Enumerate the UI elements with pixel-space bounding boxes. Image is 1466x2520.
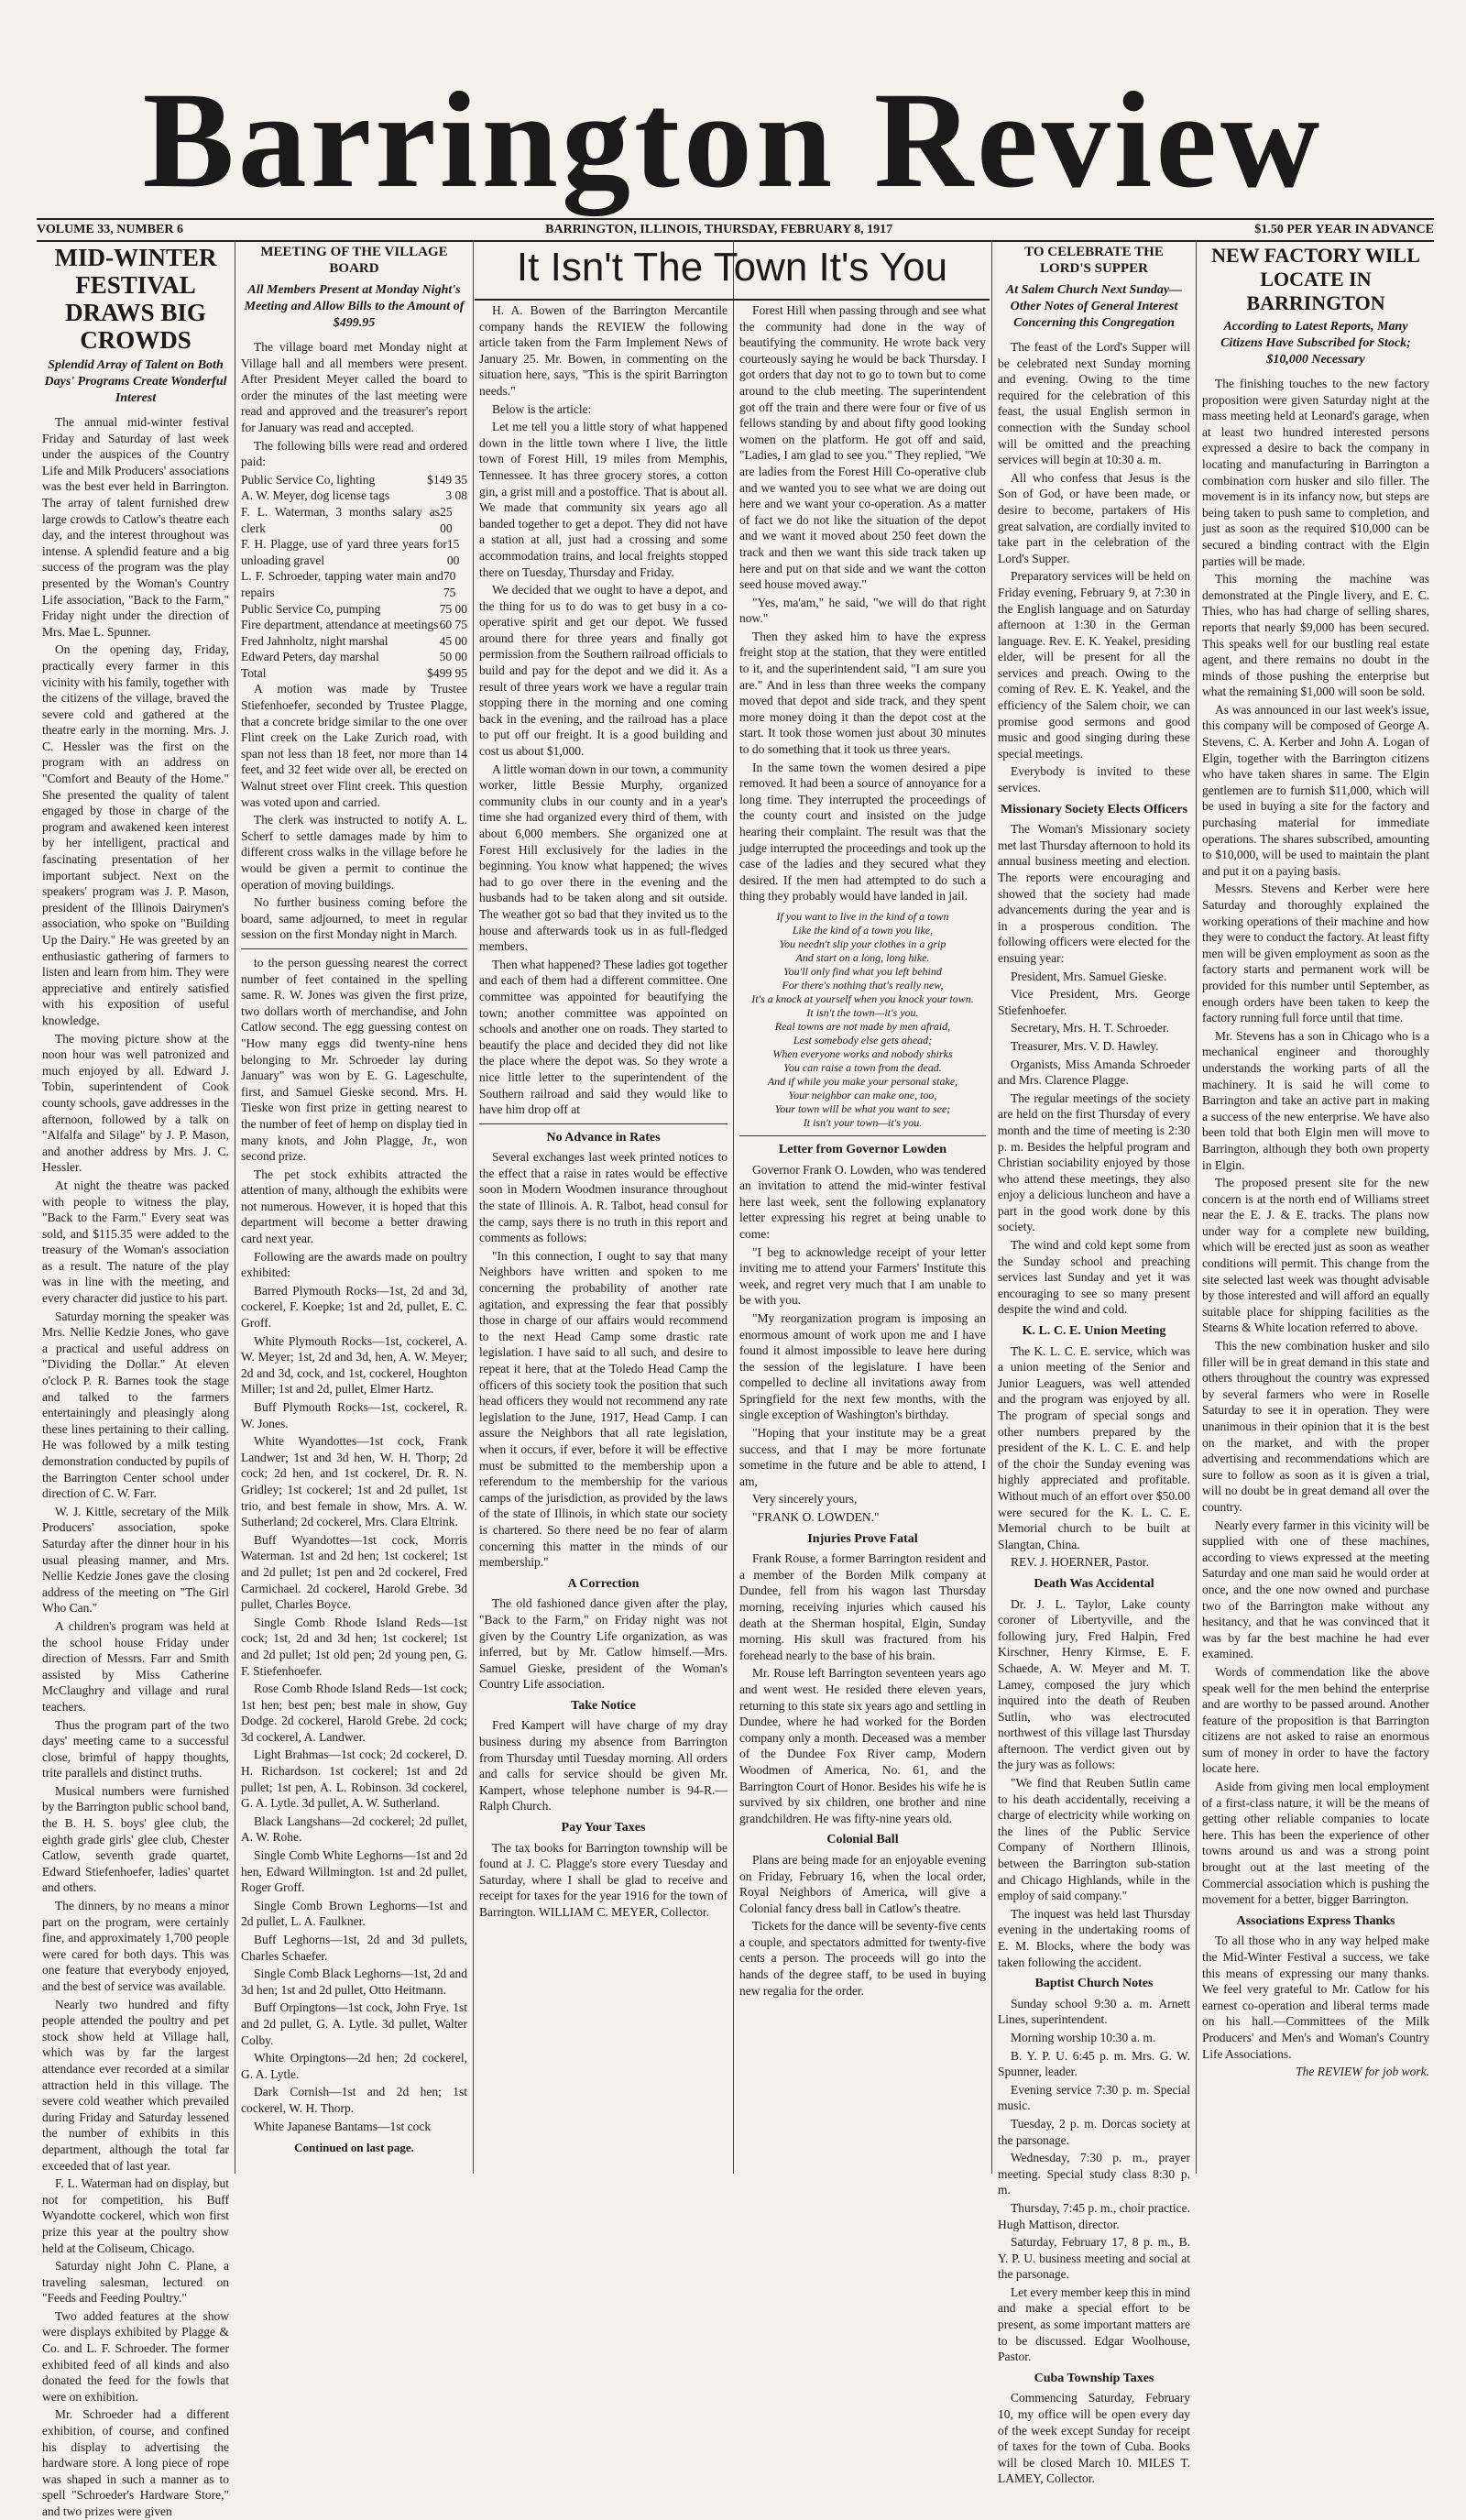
bill-item: Total	[241, 665, 267, 680]
village-board-headline: MEETING OF THE VILLAGE BOARD	[260, 245, 448, 276]
bill-row	[241, 472, 467, 488]
paragraph: "In this connection, I ought to say that many Neighbors have written and spoken to me concerning the probability of another rate agitation, and expressing the fear that possibly those in charge of our affairs would recommend to the next Head Camp some drastic rate legislation. I have said to all such, and desire to repeat it here, that at the Toledo Head Camp the officers of this society took the position that such head officers they would not recommend any rate legislation to the June, 1917, Head Camp. I can assure the Neighbors that all rate legislation, when it occurs, if ever, before it will be effective must be submitted to the membership upon a referendum to the membership for the various camps of the jurisdiction, as provided by the laws of the state of Illinois, in which state our society is chartered. So there need be no fear of alarm concerning this matter in the minds of our membership."	[479, 1248, 728, 1570]
bill-item: F. L. Waterman, 3 months salary as clerk	[241, 504, 441, 535]
paragraph: Tickets for the dance will be seventy-five cents a couple, and spectators admitted for twenty-five cents a person. The proceeds will go into the hands of the degree staff, to be used in buying new regalia for the order.	[739, 1919, 986, 1998]
bill-item: F. H. Plagge, use of yard three years for unloading gravel	[241, 537, 447, 567]
baptist-body	[998, 1996, 1190, 2365]
paragraph: Plans are being made for an enjoyable evening on Friday, February 16, when the local order, Royal Neighbors of America, will give a Colonial fancy dress ball in Catlow's theatre.	[739, 1852, 986, 1915]
cuba-taxes-headline: Cuba Township Taxes	[1034, 2371, 1154, 2385]
bill-row	[241, 617, 467, 633]
church-headline: TO CELEBRATE THE LORD'S SUPPER	[1024, 245, 1164, 276]
subscription-price: $1.50 PER YEAR IN ADVANCE	[1254, 223, 1434, 236]
paragraph: This morning the machine was demonstrated at the Pingle livery, and E. C. Thies, who has had charge of selling shares, reports that nearly $9,000 has been secured. This speaks well for our bustling real estate agent, and there remains no doubt in the minds of those pushing the enterprise but what the remaining $1,000 will soon be sold.	[1202, 572, 1429, 699]
bill-row	[241, 536, 467, 568]
bill-item: Fred Jahnholtz, night marshal	[241, 633, 388, 648]
paragraph: On the opening day, Friday, practically every farmer in this vicinity with his family, together with the citizens of the village, braved the severe cold and gathered at the theatre early in the morning. Mrs. J. C. Hessler was the first on the program with an address on "Comfort and Beauty of the Home." She presented the quality of talent engaged by those in charge of the program and awakened keen interest by her intelligent, practical and fascinating presentation of her important subject. Next on the speakers' program was J. P. Mason, president of the Illinois Dairymen's association, who spoke on "Building Up the Dairy." He was greeted by an enthusiastic gathering of farmers to listen and learn from him. They were appreciative and entirely satisfied with his exposition of useful knowledge.	[42, 642, 229, 1027]
klce-body	[998, 1343, 1190, 1571]
column-town-article	[474, 302, 733, 2174]
continued-note: Continued on last page.	[294, 2141, 414, 2155]
town-article-body-2	[739, 302, 986, 904]
paragraph: Messrs. Stevens and Kerber were here Saturday and thoroughly explained the working operations of their machine and how they were to conduct the factory. At least fifty men will be given employment as soon as the factory starts and permanent work will be provided for this number until September, as enough orders have been taken to keep the factory running full force until that time.	[1202, 882, 1429, 1025]
column-factory	[1197, 240, 1435, 2174]
paragraph: Musical numbers were furnished by the Barrington public school band, the B. H. S. boys' glee club, the eighth grade girls' glee club, Chester Catlow, seventh grade quartet, Edward Stiefenhoefer, ladies' quartet and others.	[42, 1783, 229, 1895]
paragraph: Frank Rouse, a former Barrington resident and a member of the Borden Milk company at Dundee, fell from his wagon last Thursday morning, receiving injuries which caused his death at the Sherman hospital, Elgin, Sunday morning. His skull was fractured from his forehead nearly to the base of his brain.	[739, 1551, 986, 1662]
poultry-awards	[241, 955, 467, 2134]
paragraph: Nearly two hundred and fifty people attended the poultry and pet stock show held at Village hall, which was by far the largest attendance ever recorded at a similar attraction held in this village. The severe cold weather which prevailed during Friday and Saturday lessened the number of exhibits in this department, although the total far exceeded that of last year.	[42, 1997, 229, 2173]
injuries-headline: Injuries Prove Fatal	[807, 1531, 918, 1546]
column-church	[992, 240, 1196, 2486]
paragraph: Aside from giving men local employment of a first-class nature, it will be the means of getting other reliable companies to locate here. This has been the experience of other towns around us and was a strong point brought out at the last meeting of the Commercial association which is pushing the movement for a better, bigger Barrington.	[1202, 1780, 1429, 1907]
injuries-body	[739, 1550, 986, 1826]
bill-item: Fire department, attendance at meetings	[241, 618, 439, 632]
paragraph: No further business coming before the board, same adjourned, to meet in regular session on the first Monday night in March.	[241, 895, 467, 942]
bill-row	[241, 665, 467, 682]
paragraph: Single Comb Brown Leghorns—1st and 2d pullet, L. A. Faulkner.	[241, 1898, 467, 1929]
bill-item: A. W. Meyer, dog license tags	[241, 488, 390, 503]
paragraph: Secretary, Mrs. H. T. Schroeder.	[1011, 1021, 1169, 1035]
paragraph: Saturday morning the speaker was Mrs. Nellie Kedzie Jones, who gave a practical and useful address on "Dividing the Dollar." At eleven o'clock P. R. Barnes took the stage and talked to the farmers entertainingly and pleasingly along these lines pertaining to their calling. He was followed by a milk testing demonstration conducted by pupils of the Barrington Center school under direction of C. W. Farr.	[42, 1309, 229, 1501]
job-work-ad: The REVIEW for job work.	[1296, 2065, 1429, 2079]
poem-line: Real towns are not made by men afraid,	[774, 1019, 951, 1033]
column-village-board	[235, 240, 473, 2174]
paragraph: B. Y. P. U. 6:45 p. m. Mrs. G. W. Spunner, leader.	[998, 2048, 1190, 2079]
take-notice-body: Fred Kampert will have charge of my dray business during my absence from Barrington from Thursday until Tuesday morning. All orders and calls for service should be given Mr. Kampert, whose telephone number is 94-R.—Ralph Church.	[479, 1718, 728, 1813]
klce-headline: K. L. C. E. Union Meeting	[1022, 1324, 1166, 1339]
paragraph: The finishing touches to the new factory proposition were given Saturday night at the mass meeting held at Leonard's garage, when at least two hundred interested persons expressed a desire to back the company in locating and manufacturing in Barrington a combination corn husker and silo filler. The movement is in its infancy now, but steps are being taken to push same to completion, and just as soon as the required $10,000 can be secured a binding contract with the Elgin parties will be made.	[1202, 377, 1429, 568]
paragraph: Dr. J. L. Taylor, Lake county coroner of Libertyville, and the following jury, Fred Halpin, Fred Kirschner, Henry Kirmse, E. F. Schaede, A. W. Meyer and M. T. Lamey, composed the jury which inquired into the death of Reuben Sutlin, who was electrocuted northwest of this village last Thursday afternoon. The verdict given out by the jury was as follows:	[998, 1596, 1190, 1772]
paragraph: Tuesday, 2 p. m. Dorcas society at the parsonage.	[998, 2116, 1190, 2147]
festival-subhead: Splendid Array of Talent on Both Days' Programs Create Wonderful Interest	[44, 358, 227, 405]
paragraph: "My reorganization program is imposing an enormous amount of work upon me and I have found it almost impossible to leave here during the session of the legislature. I have been compelled to decline all invitations away from Springfield for the next few months, with the single exception of Washington's birthday.	[739, 1310, 986, 1422]
poem-line: It's a knock at yourself when you knock your town.	[751, 992, 974, 1005]
paragraph: Buff Leghorns—1st, 2d and 3d pullets, Charles Schaefer.	[241, 1933, 467, 1963]
poem-line: And start on a long, long hike.	[795, 950, 930, 964]
paragraph: Single Comb White Leghorns—1st and 2d hen, Edward Willmington. 1st and 2d pullet, Roger Groff.	[241, 1848, 467, 1895]
paragraph: Very sincerely yours,	[752, 1492, 858, 1507]
paragraph: Following are the awards made on poultry exhibited:	[241, 1249, 467, 1280]
column-festival	[37, 240, 235, 2518]
paragraph: to the person guessing nearest the correct number of feet contained in the spelling same. R. W. Jones was given the first prize, two dollars worth of merchandise, and John Catlow second. The egg guessing contest on "How many eggs did twenty-nine hens belonging to Mr. Schroeder lay during January" was won by E. G. Lageschulte, first, and Samuel Gieske second. Mrs. H. Tieske won first prize in getting nearest to the number of feet of hemp on display tied in many knots, and John Plagge, Jr., won second prize.	[241, 955, 467, 1164]
bill-row	[241, 488, 467, 504]
banner-headline: It Isn't The Town It's You	[475, 240, 990, 301]
paragraph: Mr. Stevens has a son in Chicago who is a mechanical engineer and thoroughly understands the working parts of all the machinery. It is said he will come to Barrington and take an active part in making a success of the new enterprise. We have also been told that both Elgin men will move to Barrington, although they both own property in Elgin.	[1202, 1028, 1429, 1172]
factory-headline: NEW FACTORY WILL LOCATE IN BARRINGTON	[1211, 244, 1420, 314]
bills-intro: The following bills were read and ordered paid:	[241, 438, 467, 469]
paragraph: White Orpingtons—2d hen; 2d cockerel, G. A. Lytle.	[241, 2051, 467, 2081]
factory-subhead: According to Latest Reports, Many Citizens Have Subscribed for Stock; $10,000 Necessary	[1220, 320, 1411, 367]
poem-line: For there's nothing that's really new,	[782, 978, 944, 992]
paragraph: F. L. Waterman had on display, but not for competition, his Buff Wyandotte cockerel, which won first prize this year at the poultry show held at the Coliseum, Chicago.	[42, 2176, 229, 2255]
section-divider	[241, 948, 467, 949]
paragraph: Black Langshans—2d cockerel; 2d pullet, A. W. Rohe.	[241, 1813, 467, 1845]
paragraph: A little woman down in our town, a community worker, little Bessie Murphy, organized community clubs in our county and in a year's time she had organized every third of them, with about 6,000 members. She organized one at Forest Hill exclusively for the ladies in the beginning. You know what happened; the wives had to go over there in the evening and the husbands had to be taken along and sit outside. The weather got so bad that they invited us to the house and afterwards took us in as full-fledged members.	[479, 761, 728, 954]
bill-row	[241, 633, 467, 650]
paragraph: Organists, Miss Amanda Schroeder and Mrs. Clarence Plagge.	[998, 1057, 1190, 1088]
village-board-intro: The village board met Monday night at Village hall and all members were present. After President Meyer called the board to order the minutes of the last meeting were read and approved and the treasurer's report for January was read and accepted.	[241, 340, 467, 434]
death-headline: Death Was Accidental	[1034, 1576, 1154, 1591]
paragraph: "Yes, ma'am," he said, "we will do that right now."	[739, 595, 986, 626]
paragraph: Let me tell you a little story of what happened down in the little town where I live, the little town of Forest Hill, 19 miles from Memphis, Tennessee. It has three grocery stores, a cotton gin, a grist mill and a postoffice. That is about all. We made that community six years ago all banded together to get a depot. They did not have a station at all, just had a crossing and some accommodation trains, and local freights stopped there on Tuesday, Thursday and Friday.	[479, 420, 728, 579]
paragraph: Nearly every farmer in this vicinity will be supplied with one of these machines, according to views expressed at the meeting Saturday and one man said he would order at once, and the one now owned and purchase two of the Barrington make without any hesitancy, and that he was convinced that it was by far the best machine he had ever examined.	[1202, 1517, 1429, 1661]
paragraph: "FRANK O. LOWDEN."	[752, 1510, 880, 1525]
paragraph: White Japanese Bantams—1st cock	[254, 2119, 432, 2133]
paragraph: Saturday, February 17, 8 p. m., B. Y. P. U. business meeting and social at the parsonage.	[998, 2235, 1190, 2282]
lowden-body	[739, 1162, 986, 1526]
paragraph: Two added features at the show were displays exhibited by Plagge & Co. and L. F. Schroeder. The former exhibited feed of all kinds and also donated the feed for the fowls that were on exhibition.	[42, 2308, 229, 2404]
paragraph: Dark Cornish—1st and 2d hen; 1st cockerel, W. H. Thorp.	[241, 2085, 467, 2115]
bill-amount: 3 08	[445, 488, 467, 503]
poem-line: When everyone works and nobody shirks	[772, 1046, 953, 1060]
paragraph: Mr. Rouse left Barrington seventeen years ago and went west. He resided there eleven years, returning to this state six years ago and settling in Dundee, where he had worked for the Borden company only a month. Deceased was a member of the Dundee Fox River camp, Modern Woodmen of America, No. 61, and the Barrington Court of Honor. Besides his wife he is survived by six children, one brother and nine grandchildren. He was fifty-nine years old.	[739, 1666, 986, 1825]
paragraph: Several exchanges last week printed notices to the effect that a raise in rates would be effective soon in Modern Woodmen insurance throughout the state of Illinois. A. R. Talbot, head consul for the camp, says there is no truth in this report and comments as follows:	[479, 1150, 728, 1245]
factory-body	[1202, 376, 1429, 1908]
paragraph: The moving picture show at the noon hour was well patronized and much enjoyed by all. Edward J. Tobin, superintendent of Cook county schools, gave addresses in the afternoon, followed by a talk on "Alfalfa and Silage" by J. P. Mason, and another address by Mrs. J. C. Hessler.	[42, 1031, 229, 1175]
baptist-headline: Baptist Church Notes	[1034, 1977, 1154, 1991]
paragraph: Sunday school 9:30 a. m. Arnett Lines, superintendent.	[998, 1996, 1190, 2027]
death-body	[998, 1596, 1190, 1971]
paragraph: W. J. Kittle, secretary of the Milk Producers' association, spoke Saturday after the dinner hour in his usual pleasing manner, and Mrs. Nellie Kedzie Jones gave the closing address of the meeting on "The Girl Who Can."	[42, 1504, 229, 1616]
paragraph: Buff Wyandottes—1st cock, Morris Waterman. 1st and 2d hen; 1st cockerel; 1st and 2d pullet; 1st pen and 2d cockerel, Fred Carmichael. 2d cockerel, Harold Grebe. 3d pullet, Charles Boyce.	[241, 1532, 467, 1612]
town-article-body	[479, 302, 728, 1118]
bill-amount: 60 75	[439, 618, 467, 632]
paragraph: A children's program was held at the school house Friday under direction of Messrs. Farr and Smith assisted by Miss Catherine McClaughry and village and rural teachers.	[42, 1618, 229, 1714]
bill-item: Edward Peters, day marshal	[241, 650, 379, 664]
section-divider	[479, 1123, 728, 1124]
taxes-body: The tax books for Barrington township will be found at J. C. Plagge's store every Tuesday and Saturday, where I shall be glad to receive and receipt for taxes for the year 1916 for the town of Barrington. WILLIAM C. MEYER, Collector.	[479, 1840, 728, 1919]
ball-body	[739, 1852, 986, 1999]
paragraph: President, Mrs. Samuel Gieske.	[1011, 969, 1167, 983]
bill-amount: 15 00	[446, 537, 460, 567]
paragraph: The dinners, by no means a minor part on the program, were certainly fine, and approximately 1,700 people were cared for both days. This was one feature that everybody enjoyed, and the best of service was available.	[42, 1899, 229, 1993]
paragraph: White Wyandottes—1st cock, Frank Landwer; 1st and 3d hen, W. H. Thorp; 2d cock; 2d hen, and 1st cockerel, Dr. R. N. Gridley; 1st cockerel; 1st and 2d pullet, 1st trio, and best female in show, Mrs. A. W. Sutherland; 2d cockerel, Mrs. Clara Eltrink.	[241, 1434, 467, 1529]
paragraph: Barred Plymouth Rocks—1st, 2d and 3d, cockerel, F. Koepke; 1st and 2d, pullet, E. C. Groff.	[241, 1283, 467, 1331]
paragraph: Preparatory services will be held on Friday evening, February 9, at 7:30 in the English language and on Saturday afternoon at 1:30 in the German language. Rev. E. K. Yeakel, presiding elder, will be present for all the services and preach. Owing to the coming of Rev. E. K. Yeakel, and the efficiency of the Salem choir, we can promise good sermons and good music and good singing during these special meetings.	[998, 569, 1190, 761]
paragraph: "We find that Reuben Sutlin came to his death accidentally, receiving a charge of electricity while working on the lines of the Public Service Company of Northern Illinois, between the Barrington sub-station and Chicago Highlands, while in the employ of said company."	[998, 1776, 1190, 1903]
dateline	[37, 218, 1434, 242]
section-divider	[739, 1135, 986, 1136]
paragraph: Saturday night John C. Plane, a traveling salesman, lectured on "Feeds and Feeding Poultry."	[42, 2259, 229, 2306]
paragraph: "I beg to acknowledge receipt of your letter inviting me to attend your Farmers' Institute this week, and regret very much that I am unable to be with you.	[739, 1244, 986, 1308]
paragraph: Forest Hill when passing through and see what the community had done in the way of beautifying the community. He wrote back very courteously saying he would be back Thursday. I got orders that day not to go to town but to come around to the club meeting. The superintendent got off the train and there were four or five of us fellows standing by and about fifty good looking women on the platform. He got off and said, "Ladies, I am glad to see you." They replied, "We are ladies from the Forest Hill Co-operative club and we wanted you to see what we are doing out here and we want your co-operation. As a matter of fact we do not like the situation of the depot and we want it moved about 250 feet down the track and then we want this side track taken up here and put on that side and we want the cotton seed house moved away."	[739, 303, 986, 592]
bill-amount: 45 00	[439, 633, 467, 648]
paragraph: As was announced in our last week's issue, this company will be composed of George A. Stevens, C. A. Kerber and John A. Logan of Elgin, together with the Barrington citizens who have taken shares in same. The Elgin gentlemen are to furnish $11,000, which will be used in buying a site for the factory and purchasing material for immediate operations. The shares subscribed, amounting to $10,000, will be used to maintain the plant and put it on a paying basis.	[1202, 702, 1429, 878]
paragraph: The regular meetings of the society are held on the first Thursday of every month and the time of meeting is 2:30 p. m. Besides the helpful program and Christian sociability enjoyed by those who attend these meetings, they also enjoy a delicious luncheon and have a part in the good work done by this society.	[998, 1090, 1190, 1234]
poem-line: Your neighbor can make one, too,	[788, 1088, 937, 1101]
poem-line: Your town will be what you want to see;	[774, 1101, 951, 1115]
poem-line: It isn't the town—it's you.	[806, 1005, 919, 1019]
paragraph: H. A. Bowen of the Barrington Mercantile company hands the REVIEW the following article taken from the Farm Implement News of January 25. Mr. Bowen, in commenting on the situation here, says, "This is the spirit Barrington needs."	[479, 303, 728, 398]
correction-body: The old fashioned dance given after the play, "Back to the Farm," on Friday night was not given by the Country Life organization, as was inferred, but by Mr. Catlow himself.—Mrs. Samuel Gieske, president of the Woman's Country Life association.	[479, 1596, 728, 1692]
paragraph: Single Comb Black Leghorns—1st, 2d and 3d hen; 1st and 2d pullet, Otto Heitmann.	[241, 1967, 467, 1997]
take-notice-headline: Take Notice	[571, 1698, 636, 1713]
paragraph: Buff Plymouth Rocks—1st, cockerel, R. W. Jones.	[241, 1400, 467, 1430]
poem-line: You'll only find what you left behind	[783, 964, 942, 978]
bill-amount: $499 95	[427, 665, 467, 680]
paragraph: The proposed present site for the new concern is at the north end of Williams street near the E. J. & E. tracks. The plans now under way for a complete new building, which will be erected just as soon as weather conditions will permit. This change from the site selected last week was thought advisable by those interested and will afford an equally suitable place for shipping facilities as the Stearns & White location referred to above.	[1202, 1176, 1429, 1335]
bill-amount: 25 00	[440, 504, 453, 535]
paragraph: Everybody is invited to these services.	[998, 764, 1190, 795]
poem-line: It isn't your town—it's you.	[803, 1115, 923, 1129]
poem-line: Like the kind of a town you like,	[792, 923, 934, 937]
bill-item: L. F. Schroeder, tapping water main and repairs	[241, 569, 443, 599]
paragraph: The inquest was held last Thursday evening in the undertaking rooms of E. M. Blocks, where the body was taken following the accident.	[998, 1906, 1190, 1969]
paragraph: The wind and cold kept some from the Sunday school and preaching services last Sunday and yet it was encouraging to see so many present despite the wind and cold.	[998, 1238, 1190, 1317]
paragraph: Then they asked him to have the express freight stop at the station, that they were entitled to it, and the superintendent said, "I am sure you are." And in less than three weeks the company moved that depot and side track, and they spent more money doing it than the depot cost at the start. It took those women just about 30 minutes to do something that it took us three years.	[739, 629, 986, 757]
church-subhead: At Salem Church Next Sunday—Other Notes of General Interest Concerning this Congregation	[1005, 283, 1183, 330]
poem-line: Lest somebody else gets ahead;	[793, 1033, 933, 1046]
paragraph: Morning worship 10:30 a. m.	[1011, 2030, 1156, 2044]
village-board-subhead: All Members Present at Monday Night's Meeting and Allow Bills to the Amount of $499.95	[244, 283, 465, 330]
paragraph: Treasurer, Mrs. V. D. Hawley.	[1011, 1038, 1159, 1053]
bill-row	[241, 601, 467, 618]
missionary-body	[998, 821, 1190, 1318]
paragraph: The clerk was instructed to notify A. L. Scherf to settle damages made by him to different cross walks in the village before he would be given a permit to continue the operation of moving buildings.	[241, 813, 467, 892]
festival-headline: MID-WINTER FESTIVAL DRAWS BIG CROWDS	[54, 244, 217, 354]
paragraph: The K. L. C. E. service, which was a union meeting of the Senior and Junior Leaguers, was well attended and the program was enjoyed by all. The program of special songs and other numbers prepared by the president of the K. L. C. E. and help of the choir the Sunday evening was highly appreciated and profitable. Without much of an effort over $50.00 were secured for the K. L. C. E. Memorial church to be built at Slangtan, China.	[998, 1343, 1190, 1551]
church-body	[998, 339, 1190, 796]
paragraph: Single Comb Rhode Island Reds—1st cock; 1st, 2d and 3d hen; 1st cockerel; 1st and 2d pullet; 1st old pen; 2d young pen, G. F. Stiefenhoefer.	[241, 1615, 467, 1678]
paragraph: Let every member keep this in mind and make a special effort to be present, as some important matters are to be discussed. Edgar Woolhouse, Pastor.	[998, 2284, 1190, 2364]
bill-amount: 50 00	[439, 650, 467, 664]
rates-headline: No Advance in Rates	[546, 1130, 661, 1145]
masthead: Barrington Review	[142, 64, 1324, 216]
poem-line: And if while you make your personal stake,	[767, 1074, 958, 1088]
issue-date: BARRINGTON, ILLINOIS, THURSDAY, FEBRUARY 8, 1917	[545, 223, 893, 236]
thanks-body: To all those who in any way helped make the Mid-Winter Festival a success, we take this means of expressing our many thanks. We feel very grateful to Mr. Catlow for his earnest co-operation and liberal terms made on his hall.—Committees of the Milk Producers' and Men's and Woman's Country Life Associations.	[1202, 1934, 1429, 2061]
bill-row	[241, 504, 467, 536]
paragraph: Below is the article:	[492, 401, 592, 416]
bill-row	[241, 649, 467, 665]
paragraph: Thursday, 7:45 p. m., choir practice. Hugh Mattison, director.	[998, 2200, 1190, 2231]
paragraph: Mr. Schroeder had a different exhibition, of course, and confined his display to advertising the hardware store. A long piece of rope was shaped in such a manner as to spell "Schroeder's Hardware Store," and two prizes were given	[42, 2407, 229, 2518]
thanks-headline: Associations Express Thanks	[1236, 1913, 1395, 1928]
paragraph: REV. J. HOERNER, Pastor.	[1011, 1555, 1149, 1570]
village-board-body	[241, 681, 467, 943]
festival-body	[42, 414, 229, 2520]
bill-amount: 70 75	[443, 569, 456, 599]
paragraph: Vice President, Mrs. George Stiefenhoefer.	[998, 987, 1190, 1017]
paragraph: This the new combination husker and silo filler will be in great demand in this state and others throughout the country was expressed by several farmers who were in Roselle Saturday to see it in operation. They were unanimous in their opinion that it is the best on the market, and with the proper advertising and recommendations which are sure to follow as soon as it is given a trial, will no doubt be in great demand all over the country.	[1202, 1339, 1429, 1514]
paragraph: "Hoping that your institute may be a great success, and that I may be more fortunate sometime in the future and be able to attend, I am,	[739, 1426, 986, 1488]
volume-number: VOLUME 33, NUMBER 6	[37, 223, 183, 236]
paragraph: Wednesday, 7:30 p. m., prayer meeting. Special study class 8:30 p. m.	[998, 2151, 1190, 2197]
paragraph: The pet stock exhibits attracted the attention of many, although the exhibits were not numerous. However, it is hoped that this department will become a better drawing card next year.	[241, 1167, 467, 1246]
poem-line: You needn't slip your clothes in a grip	[779, 937, 946, 950]
correction-headline: A Correction	[567, 1576, 640, 1591]
missionary-headline: Missionary Society Elects Officers	[1000, 802, 1188, 816]
bills-ledger	[241, 472, 467, 682]
paragraph: At night the theatre was packed with people to witness the play, "Back to the Farm." Every seat was sold, and $115.35 were added to the treasury of the Woman's association as a result. The nature of the play was in line with the meeting, and every character did justice to his part.	[42, 1178, 229, 1306]
poem-line: If you want to live in the kind of a town	[776, 909, 949, 923]
paragraph: The annual mid-winter festival Friday and Saturday of last week under the auspices of the Country Life and Milk Producers' associations was the best ever held in Barrington. The array of talent furnished drew large crowds to Catlow's theatre each day, and the interest throughout was intense. A splendid feature and a big success of the program was the play presented by the Woman's Country Life association, "Back to the Farm," Friday night under the direction of Mrs. Mae L. Spunner.	[42, 415, 229, 639]
paragraph: In the same town the women desired a pipe removed. It had been a source of annoyance for a long time. They interrupted the proceedings of the county court and insisted on the judge hearing their complaint. The result was that the judge interrupted the proceedings and took up the case of the ladies and they secured what they desired. If the men had attempted to do such a thing they probably would have landed in jail.	[739, 760, 986, 904]
bill-amount: $149 35	[427, 472, 467, 487]
bill-item: Public Service Co, pumping	[241, 601, 381, 616]
bill-item: Public Service Co, lighting	[241, 472, 376, 487]
taxes-headline: Pay Your Taxes	[561, 1821, 646, 1835]
paragraph: All who confess that Jesus is the Son of God, or have been made, or desire to become, partakers of His great salvation, are cordially invited to take part in the celebration of the Lord's Supper.	[998, 470, 1190, 565]
rates-body	[479, 1149, 728, 1570]
column-town-article-2	[734, 302, 991, 2174]
paragraph: Thus the program part of the two days' meeting came to a successful close, brimful of happy thoughts, trite parallels and distinct truths.	[42, 1717, 229, 1780]
ball-headline: Colonial Ball	[826, 1833, 899, 1847]
paragraph: Rose Comb Rhode Island Reds—1st cock; 1st hen; best pen; best male in show, Guy Dodge. 2d cockerel, Harold Grebe. 2d cock; 3d cockerel, A. Landwer.	[241, 1682, 467, 1744]
paragraph: A motion was made by Trustee Stiefenhoefer, seconded by Trustee Plagge, that a concrete bridge similar to the one over Flint creek on the Lake Zurich road, with span not less than 18 feet, nor more than 14 feet, and 32 feet wide over all, be erected on Walnut street over Flint creek. This question was voted upon and carried.	[241, 682, 467, 809]
cuba-taxes-body: Commencing Saturday, February 10, my office will be open every day of the week except Sunday for receipt of taxes for the town of Cuba. Books will be closed March 10. MILES T. LAMEY, Collector.	[998, 2391, 1190, 2486]
paragraph: Words of commendation like the above speak well for the men behind the enterprise and are worthy to be passed around. Another feature of the proposition is that Barrington citizens are not asked to raise an enormous sum of money in order to have the factory locate here.	[1202, 1664, 1429, 1776]
paragraph: Light Brahmas—1st cock; 2d cockerel, D. H. Richardson. 1st cockerel; 1st and 2d pullet; 1st pen, A. L. Robinson. 3d cockerel, G. A. Lytle. 3d pullet, A. W. Sutherland.	[241, 1748, 467, 1811]
bill-amount: 75 00	[439, 601, 467, 616]
paragraph: The Woman's Missionary society met last Thursday afternoon to hold its annual business meeting and election. The reports were encouraging and showed that the society had made advancements during the year and is in a prosperous condition. The following officers were elected for the ensuing year:	[998, 822, 1190, 965]
paragraph: Buff Orpingtons—1st cock, John Frye. 1st and 2d pullet, G. A. Lytle. 3d pullet, Walter Colby.	[241, 2000, 467, 2047]
paragraph: Evening service 7:30 p. m. Special music.	[998, 2082, 1190, 2113]
paragraph: Governor Frank O. Lowden, who was tendered an invitation to attend the mid-winter festival here last week, sent the following explanatory letter expressing his regret at being unable to come:	[739, 1162, 986, 1241]
poem-line: You can raise a town from the dead.	[783, 1060, 942, 1074]
paragraph: We decided that we ought to have a depot, and the thing for us to do was to get busy in a co-operative spirit and get our depot. We fussed around there for three years and finally got permission from the Southern railroad officials to build and pay for the depot and we did it. As a result of three years work we have a regular train stopping there in the morning and one coming back in the evening, and the railroad has a place to put off our freight. It is a good building and cost us about $1,000.	[479, 583, 728, 759]
lowden-headline: Letter from Governor Lowden	[778, 1142, 947, 1156]
paragraph: The feast of the Lord's Supper will be celebrated next Sunday morning and evening. Owing to the time required for the celebration of this feast, the usual English sermon in connection with the Sunday school will be omitted and the preaching services will begin at 10:30 a. m.	[998, 340, 1190, 467]
bill-row	[241, 568, 467, 600]
town-poem	[739, 910, 986, 1130]
paragraph: Then what happened? These ladies got together and each of them had a different committee. One committee was appointed for beautifying the town; another committee was appointed on schools and another one on roads. They started to beautify the place and decided they did not like the place where the depot was. So they wrote a nice little letter to the superintendent of the Southern railroad and said they would like to have him drop off at	[479, 957, 728, 1117]
paragraph: White Plymouth Rocks—1st, cockerel, A. W. Meyer; 1st, 2d and 3d, hen, A. W. Meyer; 2d and 3d, cock, and 1st, cockerel, Houghton Miller; 1st and 2d, pullet, Elmer Hartz.	[241, 1333, 467, 1397]
